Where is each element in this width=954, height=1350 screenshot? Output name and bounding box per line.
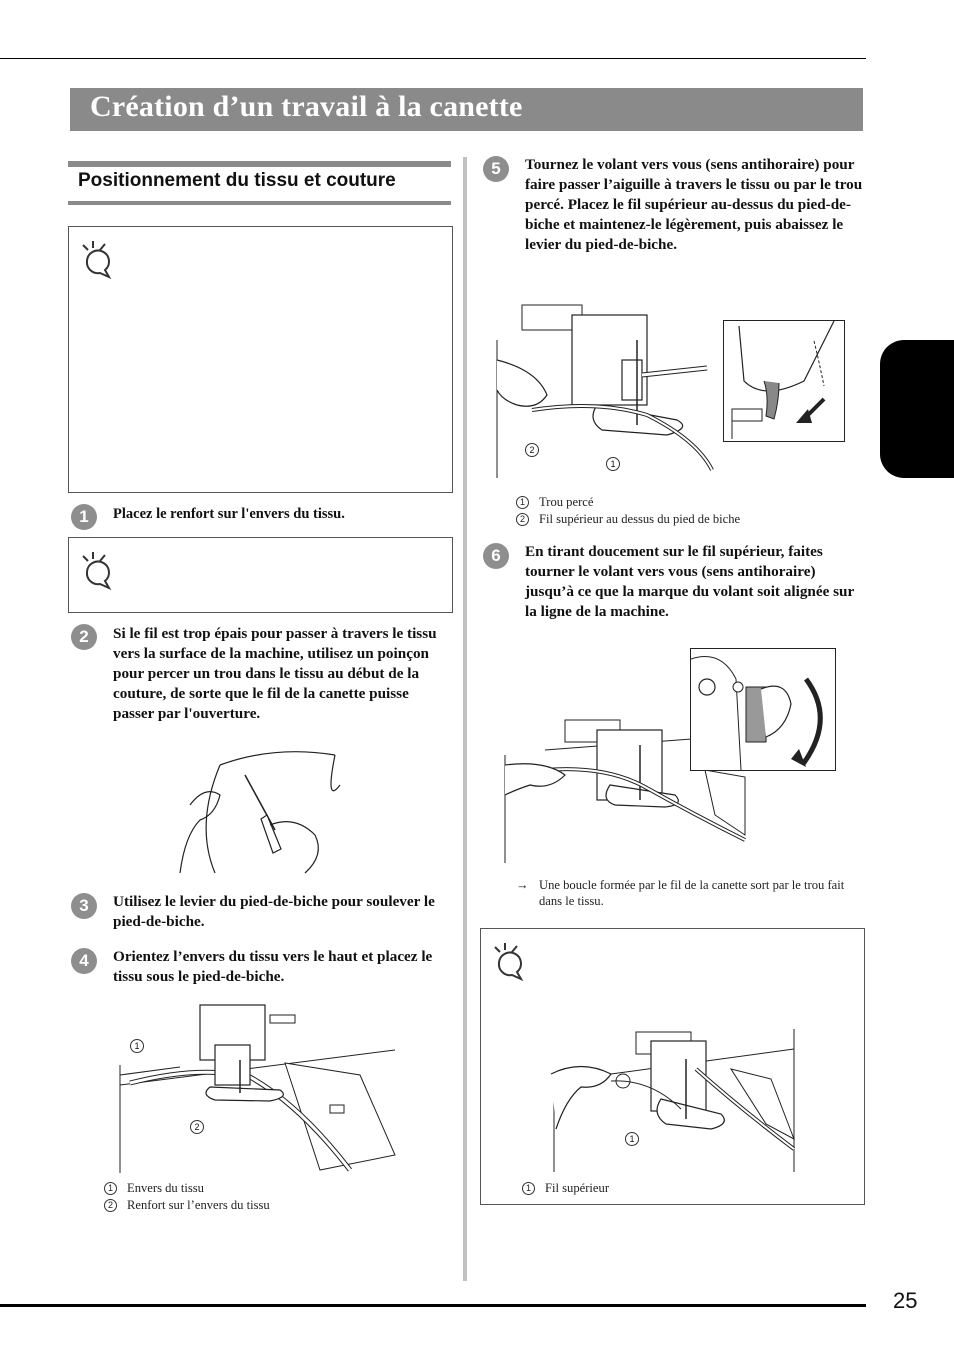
note-box <box>68 537 453 613</box>
callout-2: 2 <box>525 443 539 457</box>
caption: 1 Trou percé <box>516 494 593 510</box>
step-number: 6 <box>483 543 509 569</box>
caption: 2 Fil supérieur au dessus du pied de biche <box>516 511 740 527</box>
chapter-tab <box>880 340 954 478</box>
section-bar-top <box>68 161 451 167</box>
step-number: 5 <box>483 156 509 182</box>
thread-pull-illustration <box>551 1029 796 1174</box>
callout-1: 1 <box>130 1039 144 1053</box>
step-text: Placez le renfort sur l'envers du tissu. <box>113 506 345 522</box>
memo-pencil-icon <box>491 941 525 981</box>
step-text: Orientez l’envers du tissu vers le haut et placez le tissu sous le pied-de-biche. <box>113 948 433 985</box>
callout-1: 1 <box>625 1132 639 1146</box>
awl-illustration <box>175 745 345 875</box>
memo-pencil-icon <box>79 239 113 279</box>
column-divider <box>463 157 467 1281</box>
note-box <box>480 928 865 1205</box>
step-number: 1 <box>71 504 97 530</box>
result-text: Une boucle formée par le fil de la canette sort par le trou fait dans le tissu. <box>539 878 845 908</box>
callout-1: 1 <box>606 457 620 471</box>
step-text: Utilisez le levier du pied-de-biche pour soulever le pied-de-biche. <box>113 893 435 930</box>
step-number: 4 <box>71 948 97 974</box>
page-title: Création d’un travail à la canette <box>90 90 523 123</box>
caption: 1 Envers du tissu <box>104 1180 204 1196</box>
caption: 2 Renfort sur l’envers du tissu <box>104 1197 270 1213</box>
step-number: 2 <box>71 624 97 650</box>
step-text: En tirant doucement sur le fil supérieur, faites tourner le volant vers vous (sens antihoraire) jusqu’à ce que la marque du volant soit alignée sur la ligne de la machine. <box>525 543 854 620</box>
step-text: Si le fil est trop épais pour passer à travers le tissu vers la surface de la machine, utilisez un poinçon pour percer un trou dans le tissu au début de la couture, de sorte que le fil de la canette puisse passer par l'ouverture. <box>113 625 437 722</box>
inset-handwheel <box>690 648 836 771</box>
page-number: 25 <box>893 1288 918 1313</box>
page-title-bar <box>70 88 863 131</box>
callout-2: 2 <box>190 1120 204 1134</box>
result-arrow: → <box>516 878 529 892</box>
presser-lever-inset <box>724 321 844 441</box>
bottom-rule <box>0 1304 866 1307</box>
section-bar-bottom <box>68 201 451 205</box>
section-title: Positionnement du tissu et couture <box>78 170 396 191</box>
step-number: 3 <box>71 893 97 919</box>
presser-foot-illustration <box>120 1005 400 1175</box>
top-rule <box>0 58 866 59</box>
note-box <box>68 226 453 493</box>
step-text: Tournez le volant vers vous (sens antihoraire) pour faire passer l’aiguille à travers le tissu ou par le trou percé. Placez le fil supérieur au-dessus du pied-de-biche et maintenez-le légèrement, puis abaissez le levier du pied-de-biche. <box>525 156 863 253</box>
handwheel-inset <box>691 649 835 770</box>
memo-pencil-icon <box>79 550 113 590</box>
inset-lever <box>723 320 845 442</box>
caption: 1 Fil supérieur <box>522 1180 609 1196</box>
